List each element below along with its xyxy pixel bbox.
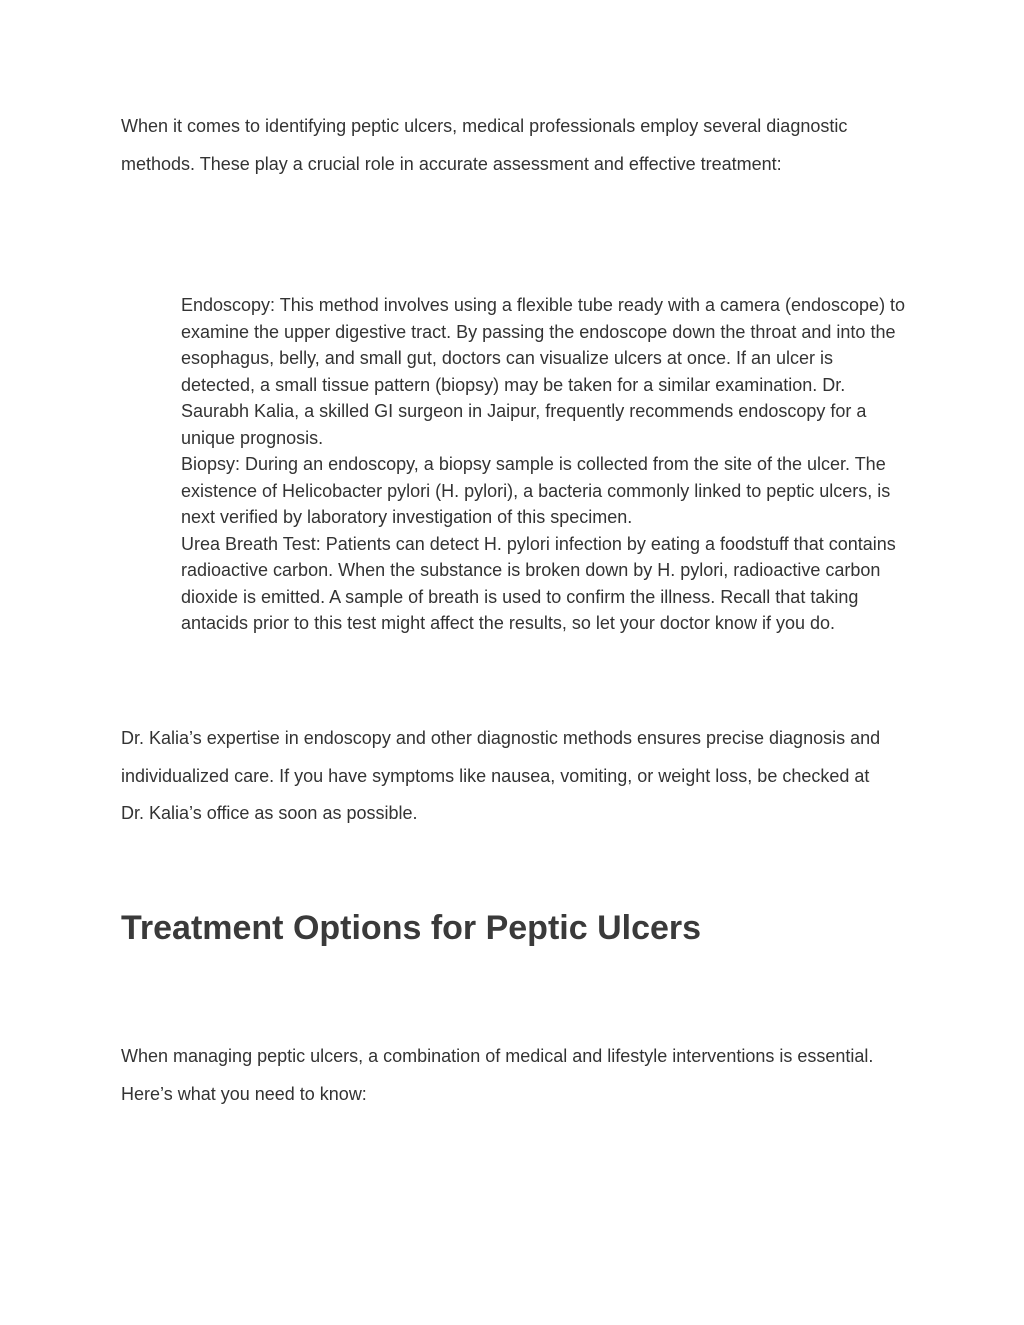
- section-heading: Treatment Options for Peptic Ulcers: [121, 909, 702, 947]
- treatment-intro-paragraph: When managing peptic ulcers, a combination of medical and lifestyle interventions is essential. Here’s what you need to know:: [121, 1046, 874, 1104]
- method-urea-breath-test: Urea Breath Test: Patients can detect H. pylori infection by eating a foodstuff that contains radioactive carbon. When the substance is broken down by H. pylori, radioactive carbon dioxide is emitted. A sample of breath is used to confirm the illness. Recall that taking antacids prior to this test might affect the results, so let your doctor know if you do.: [181, 533, 896, 633]
- diagnostic-methods-list: [181, 292, 911, 637]
- method-endoscopy: Endoscopy: This method involves using a flexible tube ready with a camera (endoscope) to examine the upper digestive tract. By passing the endoscope down the throat and into the esophagus, belly, and small gut, doctors can visualize ulcers at once. If an ulcer is detected, a small tissue pattern (biopsy) may be taken for a similar examination. Dr. Saurabh Kalia, a skilled GI surgeon in Jaipur, frequently recommends endoscopy for a unique prognosis.: [181, 295, 906, 448]
- method-biopsy: Biopsy: During an endoscopy, a biopsy sample is collected from the site of the ulcer. The existence of Helicobacter pylori (H. pylori), a bacteria commonly linked to peptic ulcers, is next verified by laboratory investigation of this specimen.: [181, 454, 891, 527]
- expertise-paragraph: Dr. Kalia’s expertise in endoscopy and other diagnostic methods ensures precise diagnosis and individualized care. If you have symptoms like nausea, vomiting, or weight loss, be checked at Dr. Kalia’s office as soon as possible.: [121, 728, 881, 823]
- intro-paragraph: When it comes to identifying peptic ulcers, medical professionals employ several diagnostic methods. These play a crucial role in accurate assessment and effective treatment:: [121, 116, 848, 174]
